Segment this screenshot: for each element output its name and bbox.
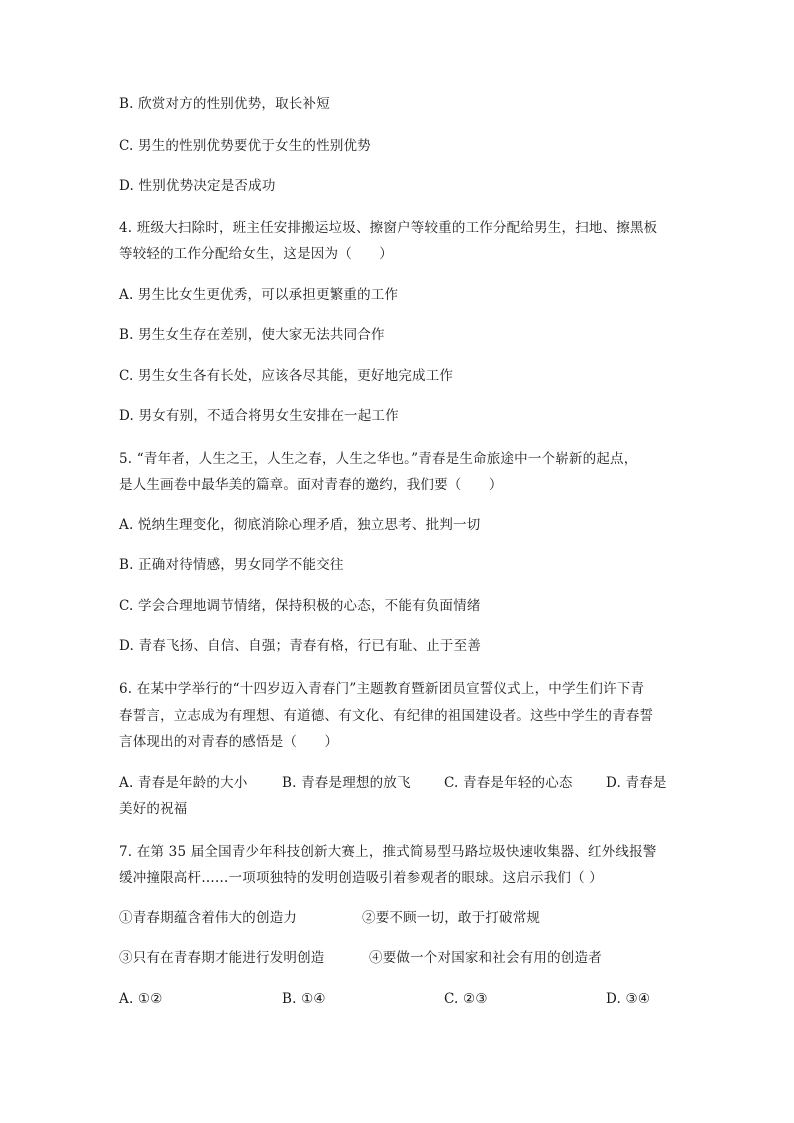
q4-option-d[interactable]: D. 男女有别，不适合将男女生安排在一起工作 (119, 408, 399, 424)
q5-option-b[interactable]: B. 正确对待情感，男女同学不能交往 (119, 557, 344, 573)
q3-option-d[interactable]: D. 性别优势决定是否成功 (119, 178, 276, 194)
q7-option-b[interactable]: B. ①④ (282, 991, 326, 1007)
q6-stem-line1: 6. 在某中学举行的“十四岁迈入青春门”主题教育暨新团员宣誓仪式上，中学生们许下青 (119, 681, 645, 697)
q4-stem-line2: 等较轻的工作分配给女生，这是因为（ ） (119, 246, 393, 262)
q5-option-c[interactable]: C. 学会合理地调节情绪，保持积极的心态，不能有负面情绪 (119, 598, 481, 614)
q6-option-c[interactable]: C. 青春是年轻的心态 (444, 775, 573, 791)
q7-statement-4: ④要做一个对国家和社会有用的创造者 (369, 950, 602, 966)
q7-statement-2: ②要不顾一切，敢于打破常规 (362, 910, 541, 926)
q6-option-b[interactable]: B. 青春是理想的放飞 (282, 775, 411, 791)
q4-option-c[interactable]: C. 男生女生各有长处，应该各尽其能，更好地完成工作 (119, 368, 454, 384)
q5-option-a[interactable]: A. 悦纳生理变化，彻底消除心理矛盾，独立思考、批判一切 (119, 517, 481, 533)
q3-option-b[interactable]: B. 欣赏对方的性别优势，取长补短 (119, 96, 330, 112)
q7-option-d[interactable]: D. ③④ (606, 991, 651, 1007)
q7-statement-1: ①青春期蕴含着伟大的创造力 (119, 910, 298, 926)
q5-stem-line2: 是人生画卷中最华美的篇章。面对青春的邀约，我们要（ ） (119, 477, 503, 493)
q6-stem-line3: 言体现出的对青春的感悟是（ ） (119, 734, 339, 750)
q7-option-c[interactable]: C. ②③ (444, 991, 488, 1007)
q4-option-a[interactable]: A. 男生比女生更优秀，可以承担更繁重的工作 (119, 287, 399, 303)
q7-stem-line2: 缓冲撞限高杆……一项项独特的发明创造吸引着参观者的眼球。这启示我们（ ） (119, 870, 603, 886)
q4-option-b[interactable]: B. 男生女生存在差别，使大家无法共同合作 (119, 327, 385, 343)
q5-stem-line1: 5. “青年者，人生之王，人生之春，人生之华也。”青春是生命旅途中一个崭新的起点， (119, 451, 638, 467)
q7-stem-line1: 7. 在第 35 届全国青少年科技创新大赛上，推式简易型马路垃圾快速收集器、红外线报警 (119, 844, 657, 860)
q3-option-c[interactable]: C. 男生的性别优势要优于女生的性别优势 (119, 138, 371, 154)
q4-stem-line1: 4. 班级大扫除时，班主任安排搬运垃圾、擦窗户等较重的工作分配给男生，扫地、擦黑板 (119, 220, 658, 236)
q5-option-d[interactable]: D. 青春飞扬、自信、自强；青春有格，行已有耻、止于至善 (119, 638, 482, 654)
q6-stem-line2: 春誓言，立志成为有理想、有道德、有文化、有纪律的祖国建设者。这些中学生的青春誓 (119, 708, 654, 724)
q7-statement-3: ③只有在青春期才能进行发明创造 (119, 950, 325, 966)
q6-option-d-line2[interactable]: 美好的祝福 (119, 801, 188, 817)
q7-option-a[interactable]: A. ①② (119, 991, 163, 1007)
q6-option-d-line1[interactable]: D. 青春是 (606, 775, 667, 791)
q6-option-a[interactable]: A. 青春是年龄的大小 (119, 775, 248, 791)
